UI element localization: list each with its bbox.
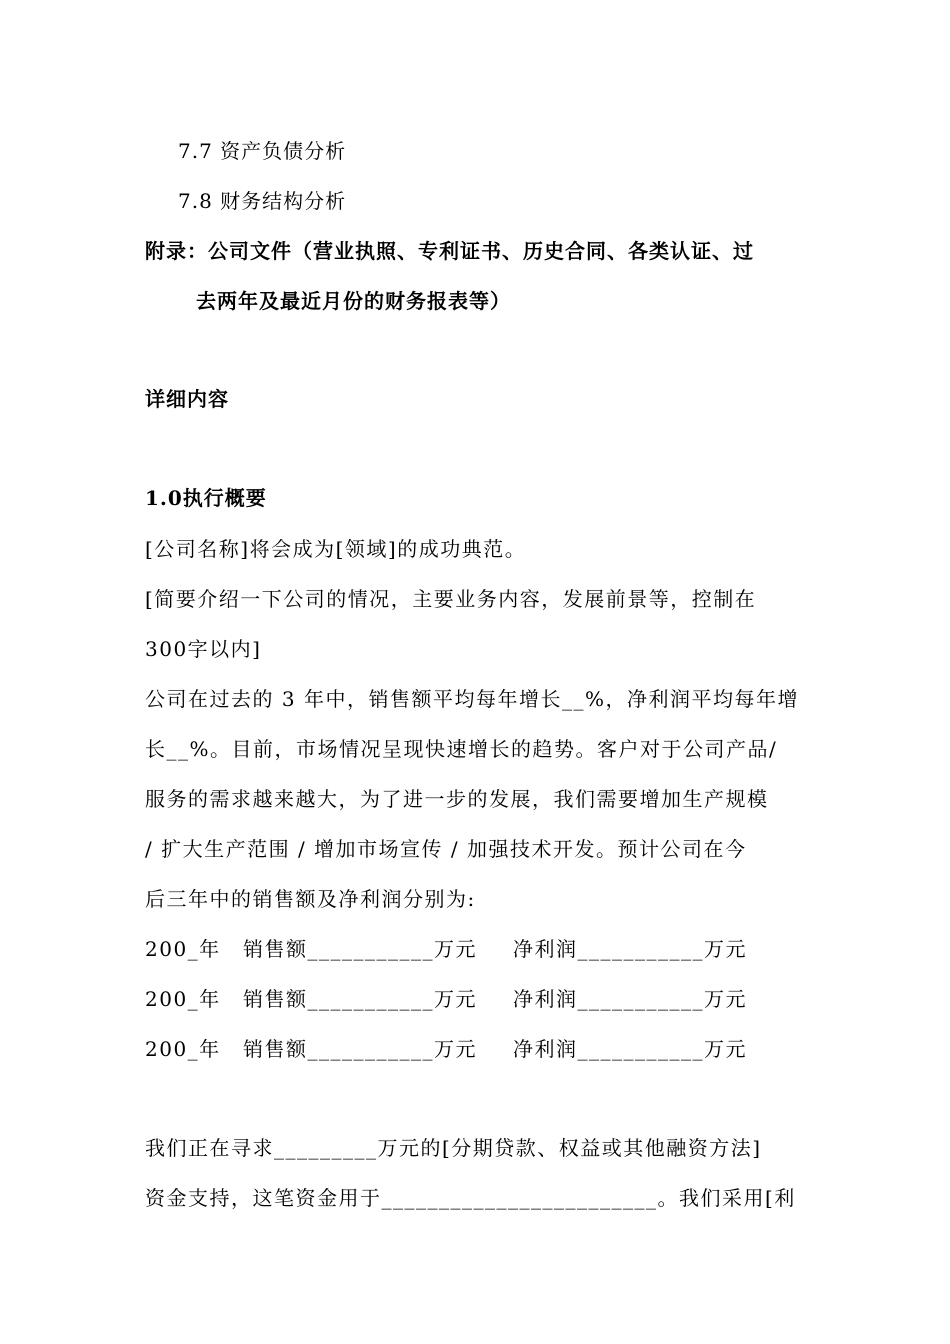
appendix-line-2: 去两年及最近月份的财务报表等） [196,289,511,313]
paragraph-line: / 扩大生产范围 / 增加市场宣传 / 加强技术开发。预计公司在今 [145,837,747,861]
funding-line-2: 资金支持，这笔资金用于________________________。我们采用[利 [145,1186,796,1210]
section-heading: 1.0执行概要 [145,486,267,510]
toc-number: 7.7 [178,139,213,163]
forecast-sales: 销售额___________万元 [243,987,477,1011]
toc-item [178,187,838,215]
appendix-line-1: 附录：公司文件（营业执照、专利证书、历史合同、各类认证、过 [145,239,754,263]
paragraph-line: [简要介绍一下公司的情况，主要业务内容，发展前景等，控制在 [145,587,757,611]
forecast-row [145,935,805,963]
paragraph-line: 服务的需求越来越大，为了进一步的发展，我们需要增加生产规模 [145,787,769,811]
toc-title: 资产负债分析 [220,139,347,163]
forecast-sales: 销售额___________万元 [243,1037,477,1061]
forecast-year: 200_年 [145,987,221,1011]
detail-heading: 详细内容 [145,387,229,411]
paragraph-line: 长__%。目前，市场情况呈现快速增长的趋势。客户对于公司产品/ [145,737,778,761]
forecast-year: 200_年 [145,1037,221,1061]
toc-title: 财务结构分析 [220,189,347,213]
funding-line-1: 我们正在寻求_________万元的[分期贷款、权益或其他融资方法] [145,1136,762,1160]
forecast-profit: 净利润___________万元 [513,987,747,1011]
forecast-profit: 净利润___________万元 [513,937,747,961]
paragraph-line: 300字以内] [145,637,262,661]
toc-item [178,137,838,165]
paragraph-line: [公司名称]将会成为[领域]的成功典范。 [145,537,527,561]
forecast-profit: 净利润___________万元 [513,1037,747,1061]
toc-number: 7.8 [178,189,213,213]
paragraph-line: 公司在过去的 3 年中，销售额平均每年增长__%，净利润平均每年增 [145,687,799,711]
forecast-row [145,985,805,1013]
forecast-row [145,1035,805,1063]
forecast-sales: 销售额___________万元 [243,937,477,961]
paragraph-line: 后三年中的销售额及净利润分别为: [145,887,476,911]
forecast-year: 200_年 [145,937,221,961]
